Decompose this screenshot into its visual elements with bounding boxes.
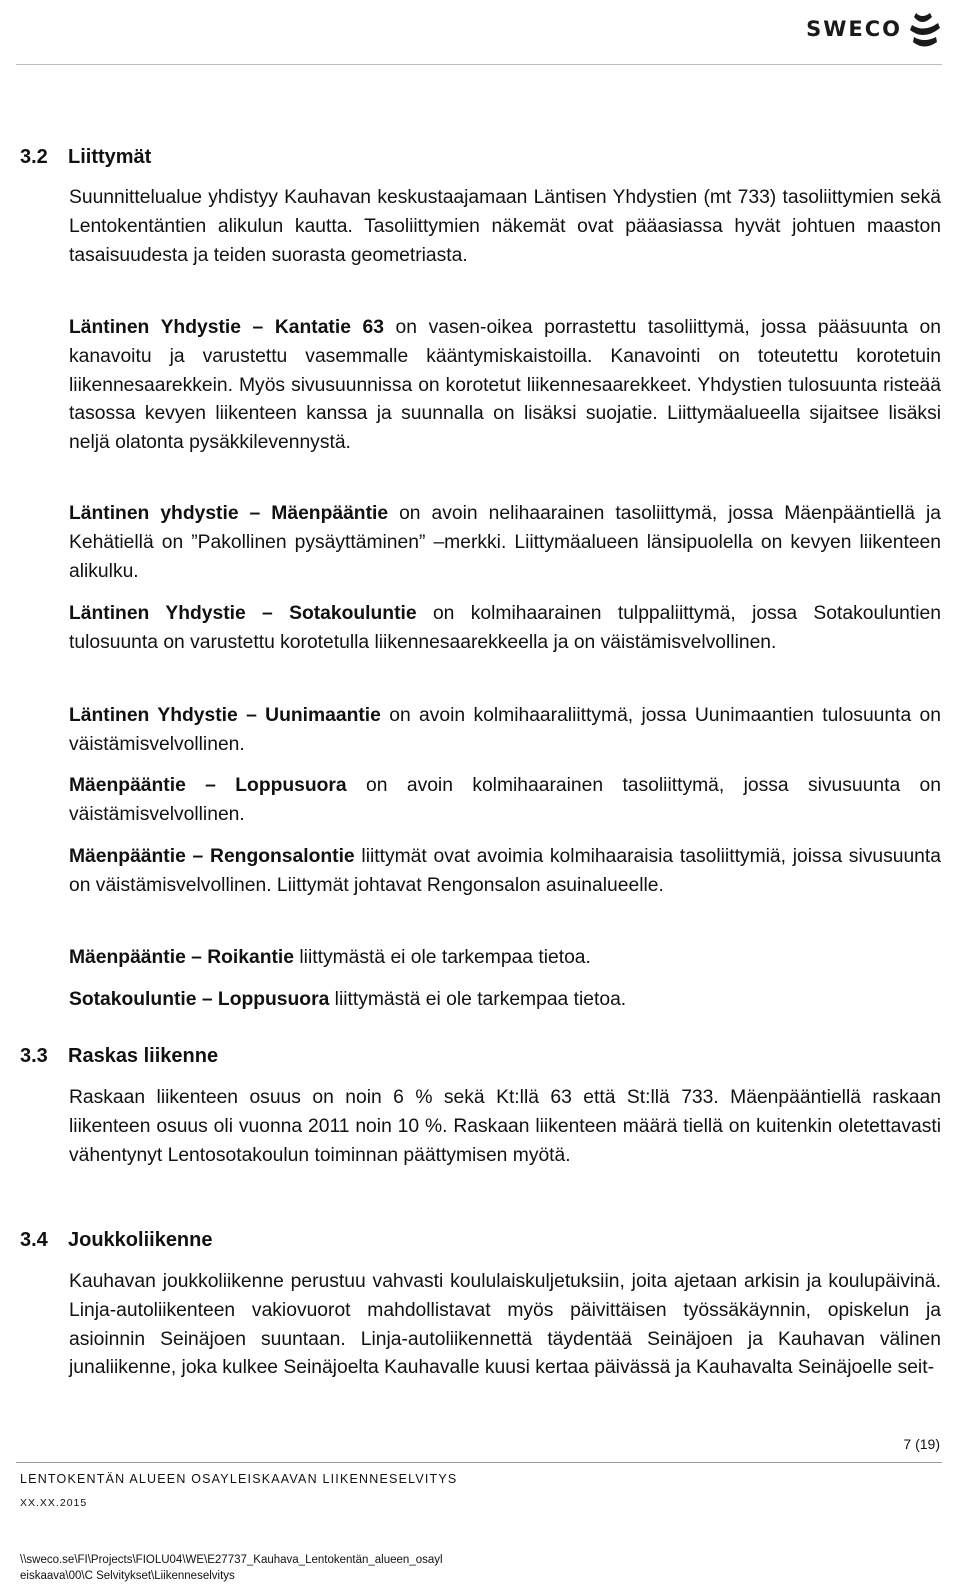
paragraph: Mäenpääntie – Rengonsalontie liittymät ovat avoimia kolmihaaraisia tasoliittymiä, joissa sivusuunta on väistämisvelvollinen. Liittymät johtavat Rengonsalon asuinalueelle.: [69, 846, 941, 896]
document-date: XX.XX.2015: [20, 1497, 88, 1509]
paragraph: Mäenpääntie – Roikantie liittymästä ei ole tarkempaa tietoa.: [69, 947, 591, 968]
section-number: 3.2: [20, 146, 48, 168]
section-number: 3.4: [20, 1229, 48, 1251]
section-heading: [20, 1043, 218, 1069]
paragraph: Läntinen Yhdystie – Uunimaantie on avoin kolmihaaraliittymä, jossa Uunimaantien tulosuunta on väistämisvelvollinen.: [69, 705, 941, 755]
file-path-line: \\sweco.se\FI\Projects\FIOLU04\WE\E27737_Kauhava_Lentokentän_alueen_osayl: [20, 1554, 443, 1566]
section-title: Joukkoliikenne: [68, 1229, 213, 1251]
section-heading: [20, 144, 151, 170]
paragraph: Raskaan liikenteen osuus on noin 6 % sekä Kt:llä 63 että St:llä 733. Mäenpääntiellä raskaan liikenteen osuus oli vuonna 2011 noin 10 %. Raskaan liikenteen määrä tiellä on kuitenkin oletettavasti vähentynyt Lentosotakoulun toiminnan päättymisen myötä.: [69, 1087, 941, 1166]
sweco-logo: [806, 6, 942, 52]
paragraph: Läntinen yhdystie – Mäenpääntie on avoin nelihaarainen tasoliittymä, jossa Mäenpääntiellä ja Kehätiellä on ”Pakollinen pysäyttäminen” –merkki. Liittymäalueen länsipuolella on kevyen liikenteen alikulku.: [69, 503, 941, 582]
paragraph: Kauhavan joukkoliikenne perustuu vahvasti koululaiskuljetuksiin, joita ajetaan arkisin ja koulupäivinä. Linja-autoliikenteen vakiovuorot mahdollistavat myös päivittäisen työssäkäynnin, opiskelun ja asioinnin Seinäjoen suuntaan. Linja-autoliikennettä täydentää Seinäjoen ja Kauhavan välinen junaliikenne, joka kulkee Seinäjoelta Kauhavalle kuusi kertaa päivässä ja Kauhavalta Seinäjoelle seit-: [69, 1271, 941, 1379]
section-title: Liittymät: [68, 146, 152, 168]
paragraph: Läntinen Yhdystie – Kantatie 63 on vasen-oikea porrastettu tasoliittymä, jossa pääsuunta on kanavoitu ja varustettu vasemmalle kääntymiskaistoilla. Kanavointi on toteutettu korotetuin liikennesaarekkein. Myös sivusuunnissa on korotetut liikennesaarekkeet. Yhdystien tulosuunta risteää tasossa kevyen liikenteen kanssa ja suunnalla on lisäksi suojatie. Liittymäalueella sijaitsee lisäksi neljä olatonta pysäkkilevennystä.: [69, 317, 941, 454]
paragraph: Suunnittelualue yhdistyy Kauhavan keskustaajamaan Läntisen Yhdystien (mt 733) tasoliittymien sekä Lentokentäntien alikulun kautta. Tasoliittymien näkemät ovat pääasiassa hyvät johtuen maaston tasaisuudesta ja teiden suorasta geometriasta.: [69, 187, 941, 266]
header-divider: [16, 64, 942, 65]
file-path: [20, 1552, 443, 1584]
section-heading: [20, 1227, 213, 1253]
paragraph: Läntinen Yhdystie – Sotakouluntie on kolmihaarainen tulppaliittymä, jossa Sotakouluntien tulosuunta on varustettu korotetulla liikennesaarekkeella ja on väistämisvelvollinen.: [69, 603, 941, 653]
footer-divider: [16, 1462, 942, 1463]
sweco-mark-icon: [908, 9, 942, 49]
logo-text: SWECO: [806, 17, 902, 41]
paragraph: Mäenpääntie – Loppusuora on avoin kolmihaarainen tasoliittymä, jossa sivusuunta on väistämisvelvollinen.: [69, 775, 941, 825]
document-title: LENTOKENTÄN ALUEEN OSAYLEISKAAVAN LIIKENNESELVITYS: [20, 1472, 458, 1486]
page-number: 7 (19): [903, 1436, 940, 1452]
section-number: 3.3: [20, 1045, 48, 1067]
section-title: Raskas liikenne: [68, 1045, 219, 1067]
paragraph: Sotakouluntie – Loppusuora liittymästä ei ole tarkempaa tietoa.: [69, 989, 627, 1010]
file-path-line: eiskaava\00\C Selvitykset\Liikenneselvitys: [20, 1570, 235, 1582]
